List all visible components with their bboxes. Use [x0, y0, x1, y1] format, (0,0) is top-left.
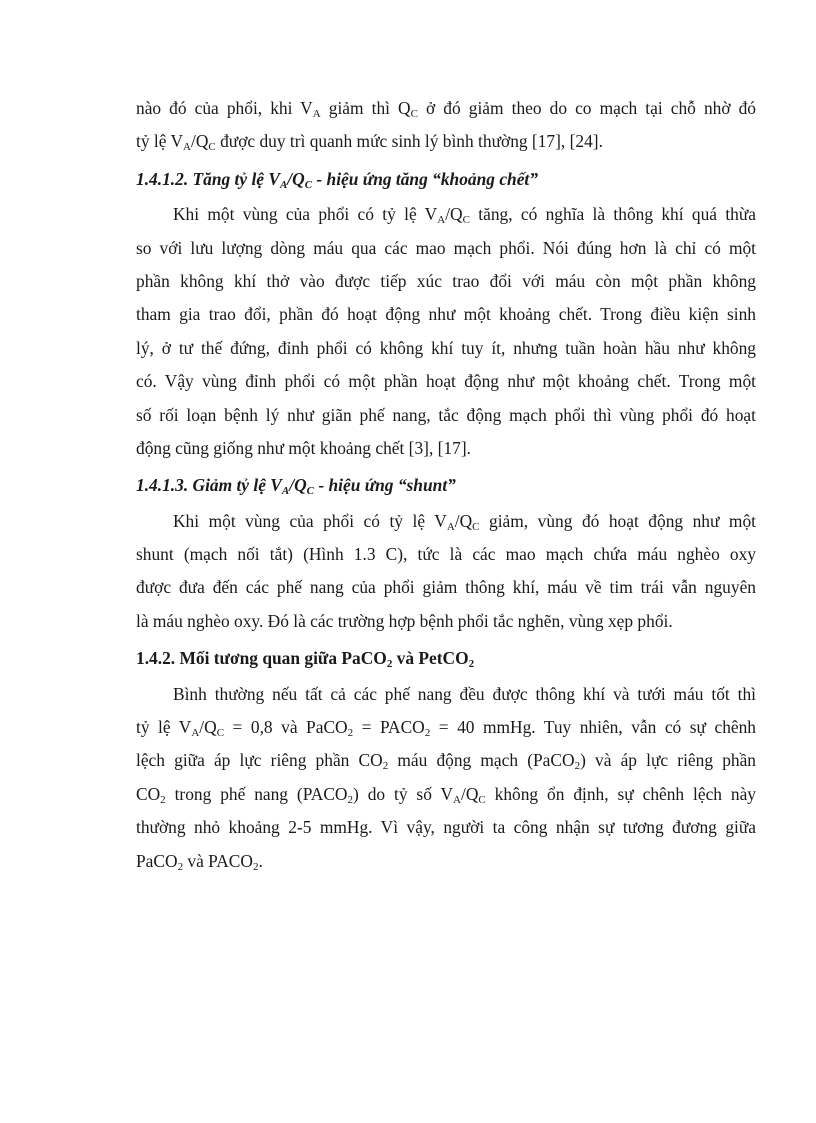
intro-paragraph [136, 92, 756, 159]
subscript: A [281, 485, 290, 498]
text-line: là máu nghèo oxy. Đó là các trường hợp bệnh phổi tắc nghẽn, vùng xẹp phổi. [136, 610, 673, 631]
subscript: A [191, 727, 200, 740]
text-line: có. Vậy vùng đỉnh phổi có một phần hoạt động như một khoảng chết. Trong một [136, 371, 756, 392]
section-heading-1-4-2: 1.4.2. Mối tương quan giữa PaCO$_2$ và PetCO$_2$ [136, 648, 475, 671]
subscript: C [472, 520, 480, 533]
text-line: tham gia trao đổi, phần đó hoạt động như một khoảng chết. Trong điều kiện sinh [136, 304, 756, 325]
text-line: Khi một vùng của phổi có tỷ lệ $V_A/Q_C$ giảm, vùng đó hoạt động như một [173, 510, 756, 533]
subscript: A [453, 793, 461, 806]
text-line: được đưa đến các phế nang của phổi giảm thông khí, máu về tim trái vẫn nguyên [136, 577, 756, 598]
subscript: C [462, 214, 470, 227]
subscript: 2 [252, 860, 259, 873]
text-line: thường nhỏ khoảng 2-5 mmHg. Vì vậy, người ta công nhận sự tương đương giữa [136, 817, 756, 838]
text-line: Khi một vùng của phổi có tỷ lệ $V_A/Q_C$ tăng, có nghĩa là thông khí quá thừa [173, 204, 756, 227]
subscript: 2 [382, 760, 389, 773]
text-line: số rối loạn bệnh lý như giãn phế nang, tắc động mạch phổi thì vùng phổi đó hoạt [136, 404, 756, 425]
subscript: C [216, 727, 225, 740]
subscript: 2 [468, 658, 475, 671]
text-line: tỷ lệ $V_A/Q_C = 0,8$ và PaCO$_2$ = $PACO_2 = 40$ mmHg. Tuy nhiên, vẫn có sự chênh [136, 717, 756, 740]
subscript: A [446, 520, 455, 533]
text-line: tỷ lệ $V_A/Q_C$ được duy trì quanh mức sinh lý bình thường [17], [24]. [136, 131, 603, 154]
subscript: A [279, 178, 288, 191]
section-heading-1-4-1-2: 1.4.1.2. Tăng tỷ lệ $V_A/Q_C$ - hiệu ứng tăng “khoảng chết” [136, 168, 538, 191]
subscript: A [183, 141, 191, 154]
subscript: C [306, 485, 314, 498]
subscript: 2 [574, 760, 581, 773]
subscript: C [304, 178, 313, 191]
text-line: động cũng giống như một khoảng chết [3], [17]. [136, 437, 471, 458]
section-heading-1-4-1-3: 1.4.1.3. Giảm tỷ lệ $V_A/Q_C$ - hiệu ứng “shunt” [136, 475, 456, 498]
text-line: nào đó của phổi, khi $V_A$ giảm thì $Q_C$ ở đó giảm theo do co mạch tại chỗ nhờ đó [136, 98, 756, 120]
subscript: C [208, 141, 216, 154]
document-page [136, 92, 756, 878]
subscript: 2 [347, 727, 354, 740]
text-line: Bình thường nếu tất cả các phế nang đều được thông khí và tưới máu tốt thì [173, 683, 756, 704]
subscript: C [410, 108, 418, 120]
subscript: 2 [160, 793, 166, 806]
text-line: lệch giữa áp lực riêng phần $CO_2$ máu động mạch (PaCO$_2$) và áp lực riêng phần [136, 750, 756, 773]
subscript: 2 [386, 658, 393, 671]
subscript: 2 [347, 793, 353, 806]
section-1-paragraph [136, 198, 756, 465]
subscript: 2 [424, 727, 431, 740]
text-line: phần không khí thở vào được tiếp xúc trao đổi với máu còn một phần không [136, 270, 756, 291]
text-line: lý, ở tư thế đứng, đỉnh phổi có không khí tuy ít, nhưng tuần hoàn hầu như không [136, 337, 756, 358]
subscript: A [437, 214, 446, 227]
subscript: 2 [177, 860, 184, 873]
subscript: A [312, 108, 321, 120]
subscript: C [478, 793, 486, 806]
text-line: $CO_2$ trong phế nang $(PACO_2)$ do tỷ số $V_A/Q_C$ không ổn định, sự chênh lệch này [136, 783, 757, 806]
section-2-paragraph [136, 505, 756, 639]
text-line: shunt (mạch nối tắt) (Hình 1.3 C), tức là các mao mạch chứa máu nghèo oxy [136, 544, 756, 565]
text-line: so với lưu lượng dòng máu qua các mao mạch phổi. Nói đúng hơn là chỉ có một [136, 237, 756, 258]
text-line: PaCO$_2$ và $PACO_2$. [136, 850, 263, 873]
section-3-paragraph [136, 678, 756, 878]
